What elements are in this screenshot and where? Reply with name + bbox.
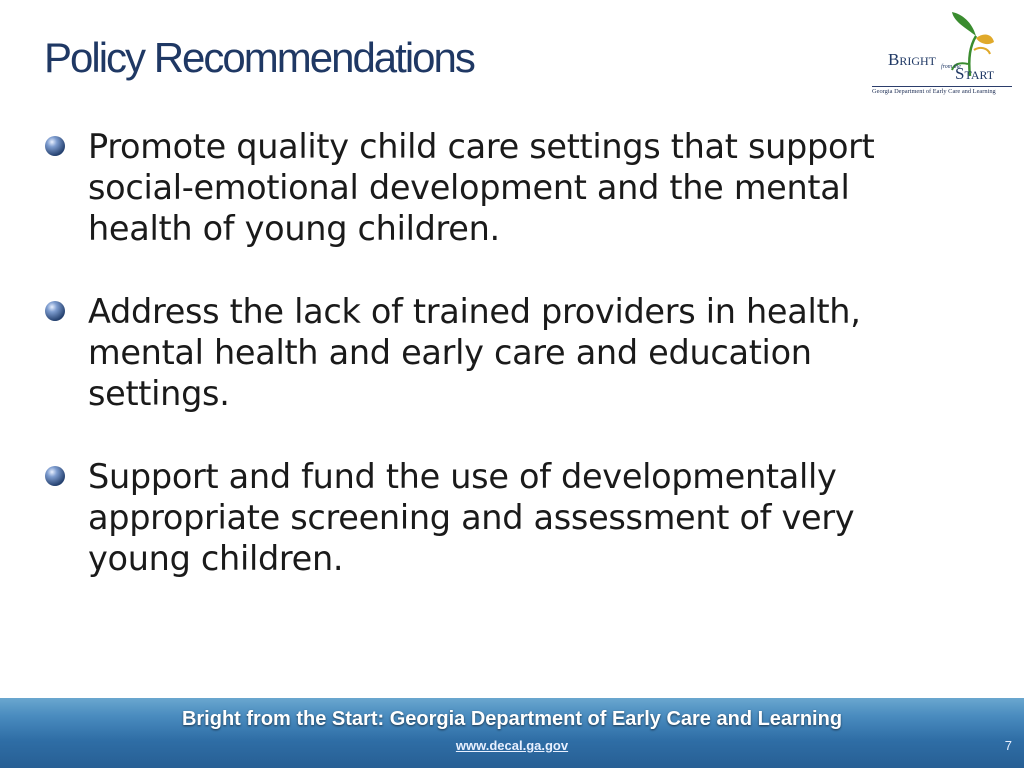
bullet-orb-icon <box>44 135 66 157</box>
bullet-orb-icon <box>44 300 66 322</box>
bullet-orb-icon <box>44 465 66 487</box>
footer-url-link[interactable]: www.decal.ga.gov <box>455 738 569 753</box>
page-number: 7 <box>1004 738 1012 753</box>
slide-title: Policy Recommendations <box>44 34 474 81</box>
footer-bar <box>0 698 1024 768</box>
bullet-item <box>44 291 944 414</box>
bullet-list <box>44 126 944 621</box>
bullet-item <box>44 456 944 579</box>
logo-bright-text: Bright <box>888 50 937 69</box>
footer-organization: Bright from the Start: Georgia Department of Early Care and Learning <box>181 708 843 730</box>
logo-from-the-text: from the <box>941 64 961 70</box>
bright-from-the-start-logo <box>868 8 1014 100</box>
bullet-text: Promote quality child care settings that support social-emotional development and the mental health of young children. <box>88 127 875 248</box>
bullet-text: Address the lack of trained providers in health, mental health and early care and education settings. <box>88 292 861 413</box>
bullet-text: Support and fund the use of developmentally appropriate screening and assessment of very young children. <box>88 457 855 578</box>
bullet-item <box>44 126 944 249</box>
logo-divider <box>872 86 1012 87</box>
logo-start-text: Start <box>955 64 995 83</box>
logo-subtitle: Georgia Department of Early Care and Learning <box>872 88 996 95</box>
